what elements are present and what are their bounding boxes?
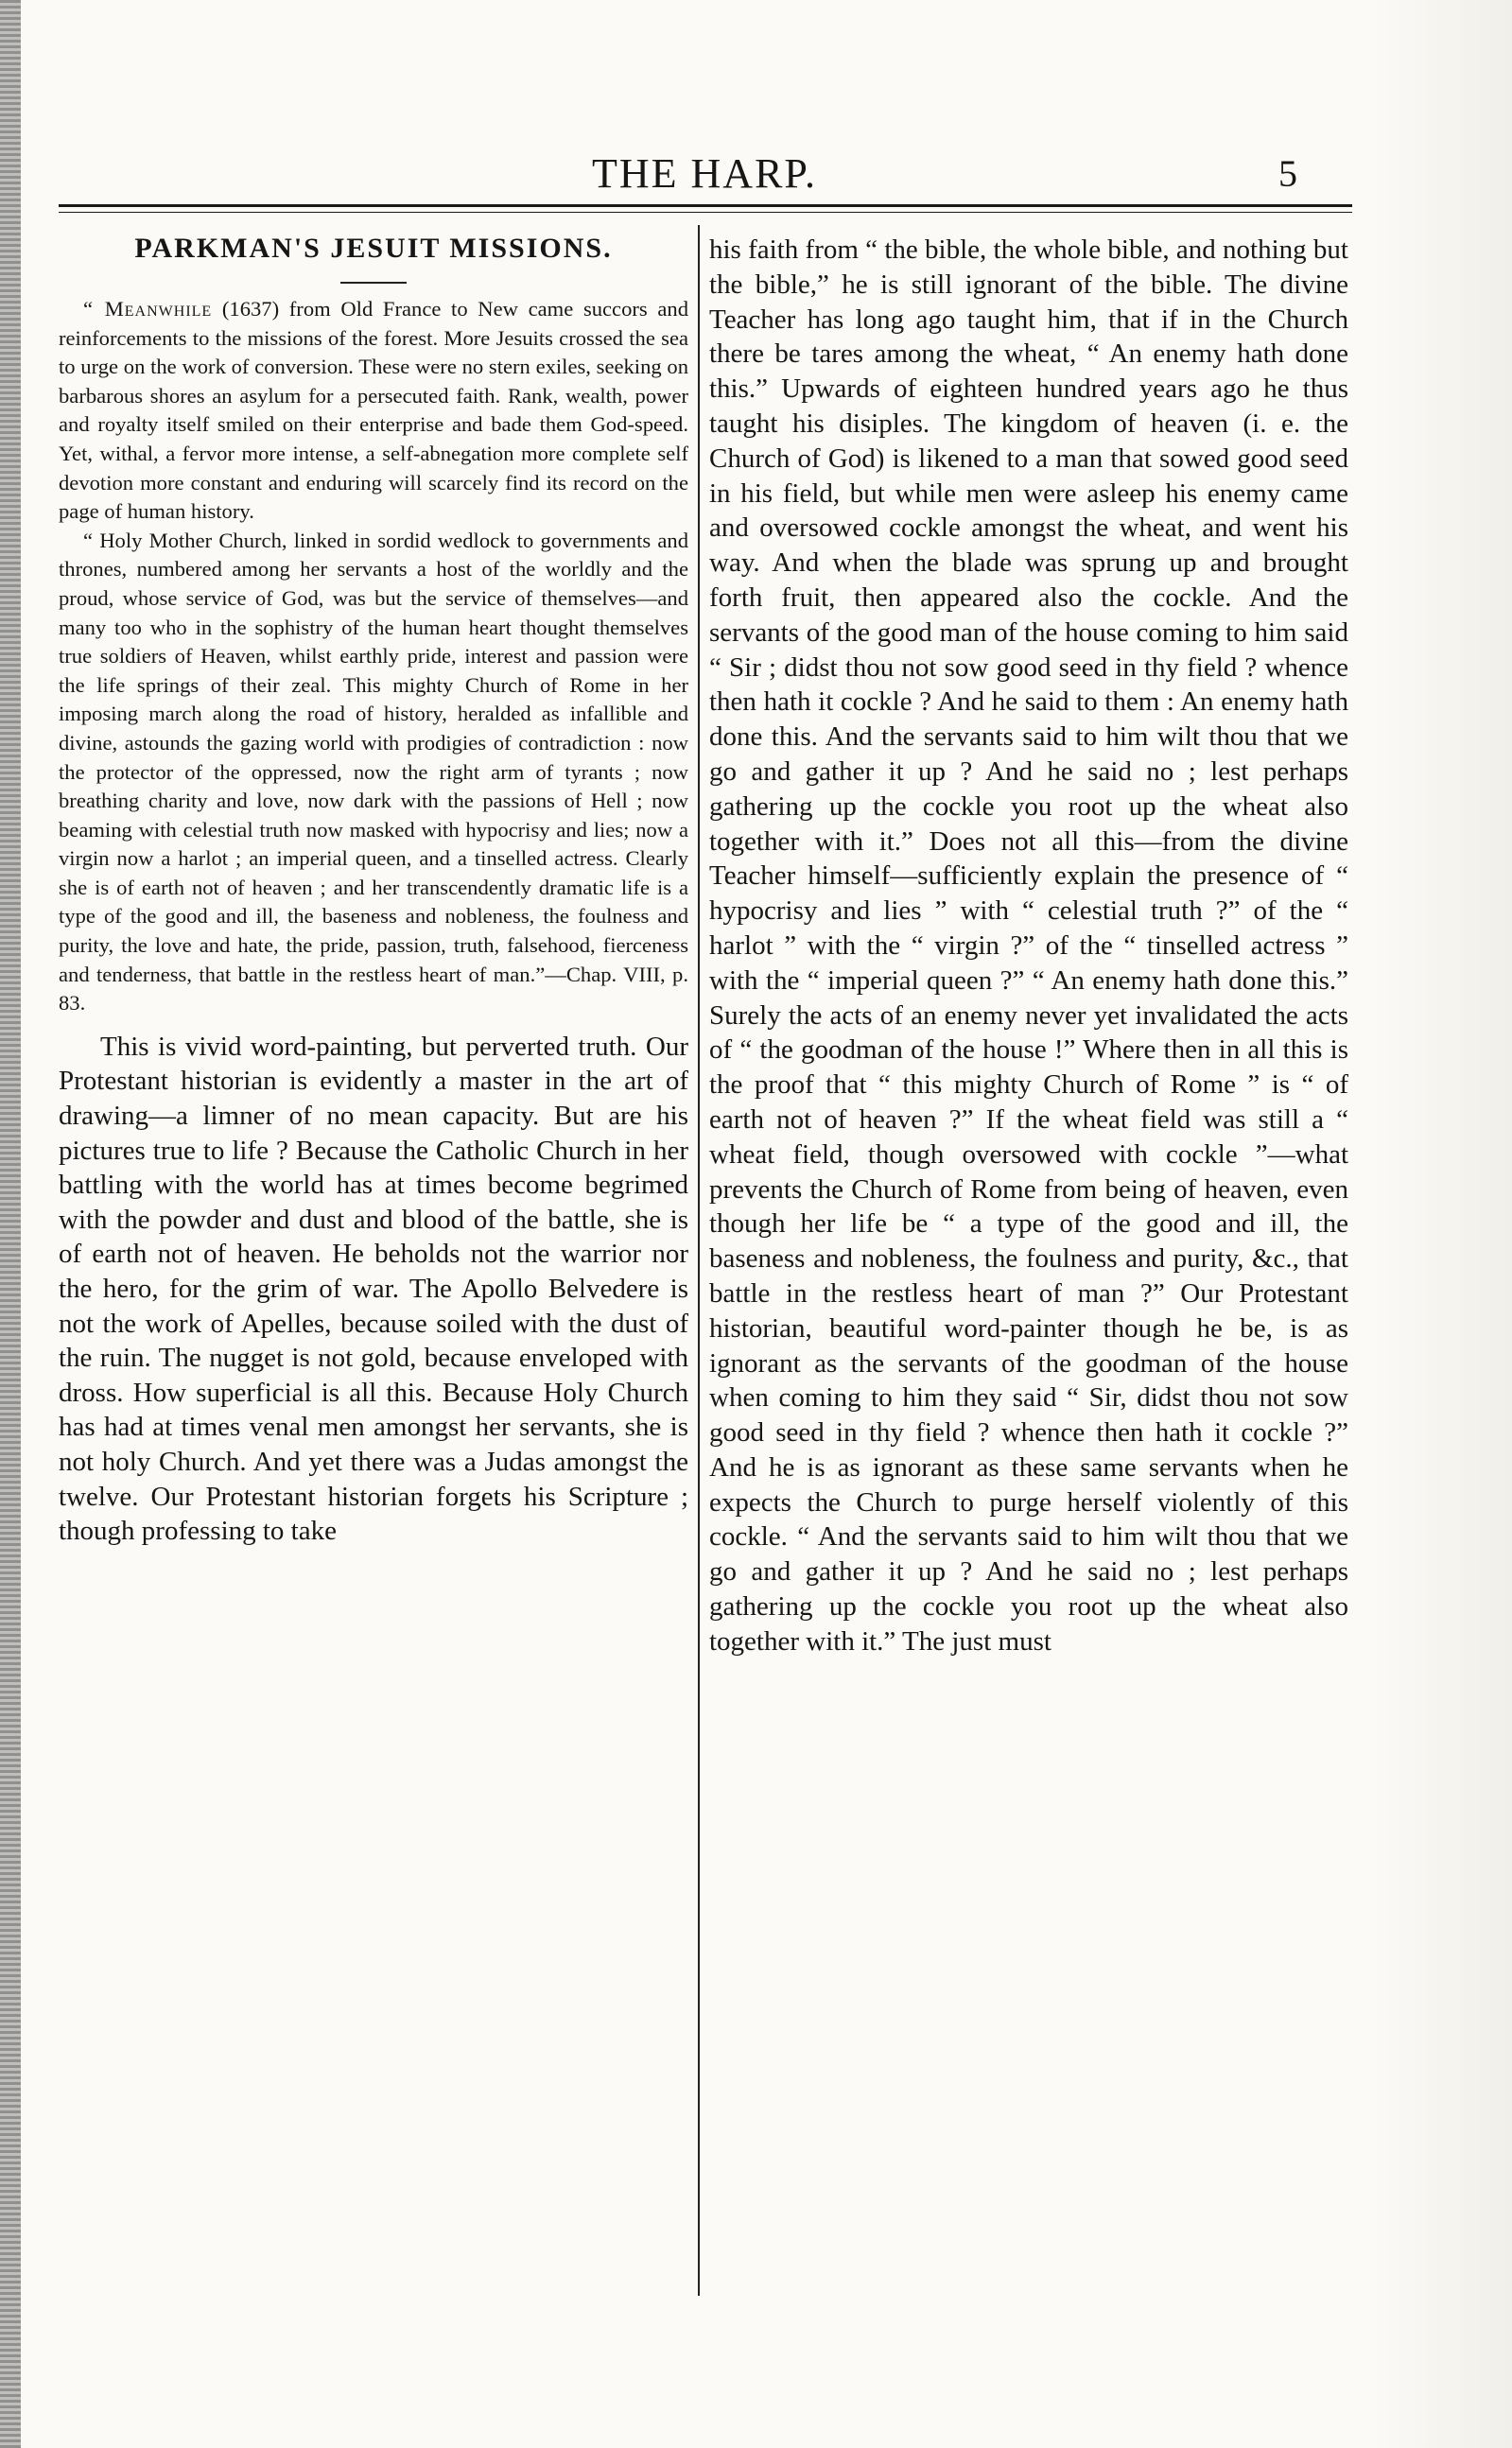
binding-edge [0, 0, 21, 2448]
quote-paragraph-2: “ Holy Mother Church, linked in sordid wedlock to governments and thrones, numbered among her servants a host of the worldly and the proud, whose service of God, was but the service of themselves—and many too who in the sophistry of the human heart thought themselves true soldiers of Heaven, whilst earthly pride, interest and passion were the life springs of their zeal. This mighty Church of Rome in her imposing march along the road of history, heralded as infallible and divine, astounds the gazing world with prodigies of contradiction : now the protector of the oppressed, now the right arm of tyrants ; now breathing charity and love, now dark with the passions of Hell ; now beaming with celestial truth now masked with hypocrisy and lies; now a virgin now a harlot ; an imperial queen, and a tinselled actress. Clearly she is of earth not of heaven ; and her transcendently dramatic life is a type of the good and ill, the baseness and nobleness, the foulness and purity, the love and hate, the pride, passion, truth, falsehood, fierceness and tenderness, that battle in the restless heart of man.”—Chap. VIII, p. 83. [59, 528, 688, 1016]
page-edge-shading [1370, 0, 1512, 2448]
header-rule [59, 204, 1352, 207]
running-title: THE HARP. [591, 150, 818, 197]
left-column [59, 233, 688, 2296]
body-paragraph-right: his faith from “ the bible, the whole bible, and nothing but the bible,” he is still ignorant of the bible. The divine Teacher has long ago taught him, that if in the Church there be tares among the wheat, “ An enemy hath done this.” Upwards of eighteen hundred years ago he thus taught his disiples. The kingdom of heaven (i. e. the Church of God) is likened to a man that sowed good seed in his field, but while men were asleep his enemy came and oversowed cockle amongst the wheat, and went his way. And when the blade was sprung up and brought forth fruit, then appeared also the cockle. And the servants of the good man of the house coming to him said “ Sir ; didst thou not sow good seed in thy field ? whence then hath it cockle ? And he said to them : An enemy hath done this. And the servants said to him wilt thou that we go and gather it up ? And he said no ; lest perhaps gathering up the cockle you root up the wheat also together with it.” Does not all this—from the divine Teacher himself—sufficiently explain the presence of “ hypocrisy and lies ” with “ celestial truth ?” of the “ harlot ” with the “ virgin ?” of the “ tinselled actress ” with the “ imperial queen ?” “ An enemy hath done this.” Surely the acts of an enemy never yet invalidated the acts of “ the goodman of the house !” Where then in all this is the proof that “ this mighty Church of Rome ” is “ of earth not of heaven ?” If the wheat field was still a “ wheat field, though oversowed with cockle ”—what prevents the Church of Rome from being of heaven, even though her life be “ a type of the good and ill, the baseness and nobleness, the foulness and purity, &c., that battle in the restless heart of man ?” Our Protestant historian, beautiful word-painter though he be, is as ignorant as the servants of the goodman of the house when coming to him they said “ Sir, didst thou not sow good seed in thy field ? whence then hath it cockle ?” And he is as ignorant as these same servants when he expects the Church to purge herself violently of this cockle. “ And the servants said to him wilt thou that we go and gather it up ? And he said no ; lest perhaps gathering up the cockle you root up the wheat also together with it.” The just must [709, 234, 1348, 1657]
right-column [709, 233, 1348, 2296]
column-divider [698, 225, 700, 2296]
title-rule [340, 282, 407, 284]
quote-lead: “ Meanwhile [83, 297, 213, 321]
page-number: 5 [1278, 152, 1297, 195]
body-paragraph-left: This is vivid word-painting, but perverted truth. Our Protestant historian is evidently a master in the art of drawing—a limner of no mean capacity. But are his pictures true to life ? Because the Catholic Church in her battling with the world has at times become begrimed with the powder and dust and blood of the battle, she is of earth not of heaven. He beholds not the warrior nor the hero, for the grim of war. The Apollo Belvedere is not the work of Apelles, because soiled with the dust of the ruin. The nugget is not gold, because enveloped with dross. How superficial is all this. Because Holy Church has had at times venal men amongst her servants, she is not holy Church. And yet there was a Judas amongst the twelve. Our Protestant historian forgets his Scripture ; though professing to take [59, 1031, 688, 1547]
article-title: PARKMAN'S JESUIT MISSIONS. [134, 233, 613, 264]
quote-paragraph-1-text: (1637) from Old France to New came succors and reinforcements to the missions of the forest. More Jesuits crossed the sea to urge on the work of conversion. These were no stern exiles, seeking on barbarous shores an asylum for a persecuted faith. Rank, wealth, power and royalty itself smiled on their enterprise and bade them God-speed. Yet, withal, a fervor more intense, a self-abnegation more complete self devotion more constant and enduring will scarcely find its record on the page of human history. [59, 297, 688, 524]
quote-paragraph-1 [59, 295, 688, 527]
header-rule-thin [59, 212, 1352, 213]
